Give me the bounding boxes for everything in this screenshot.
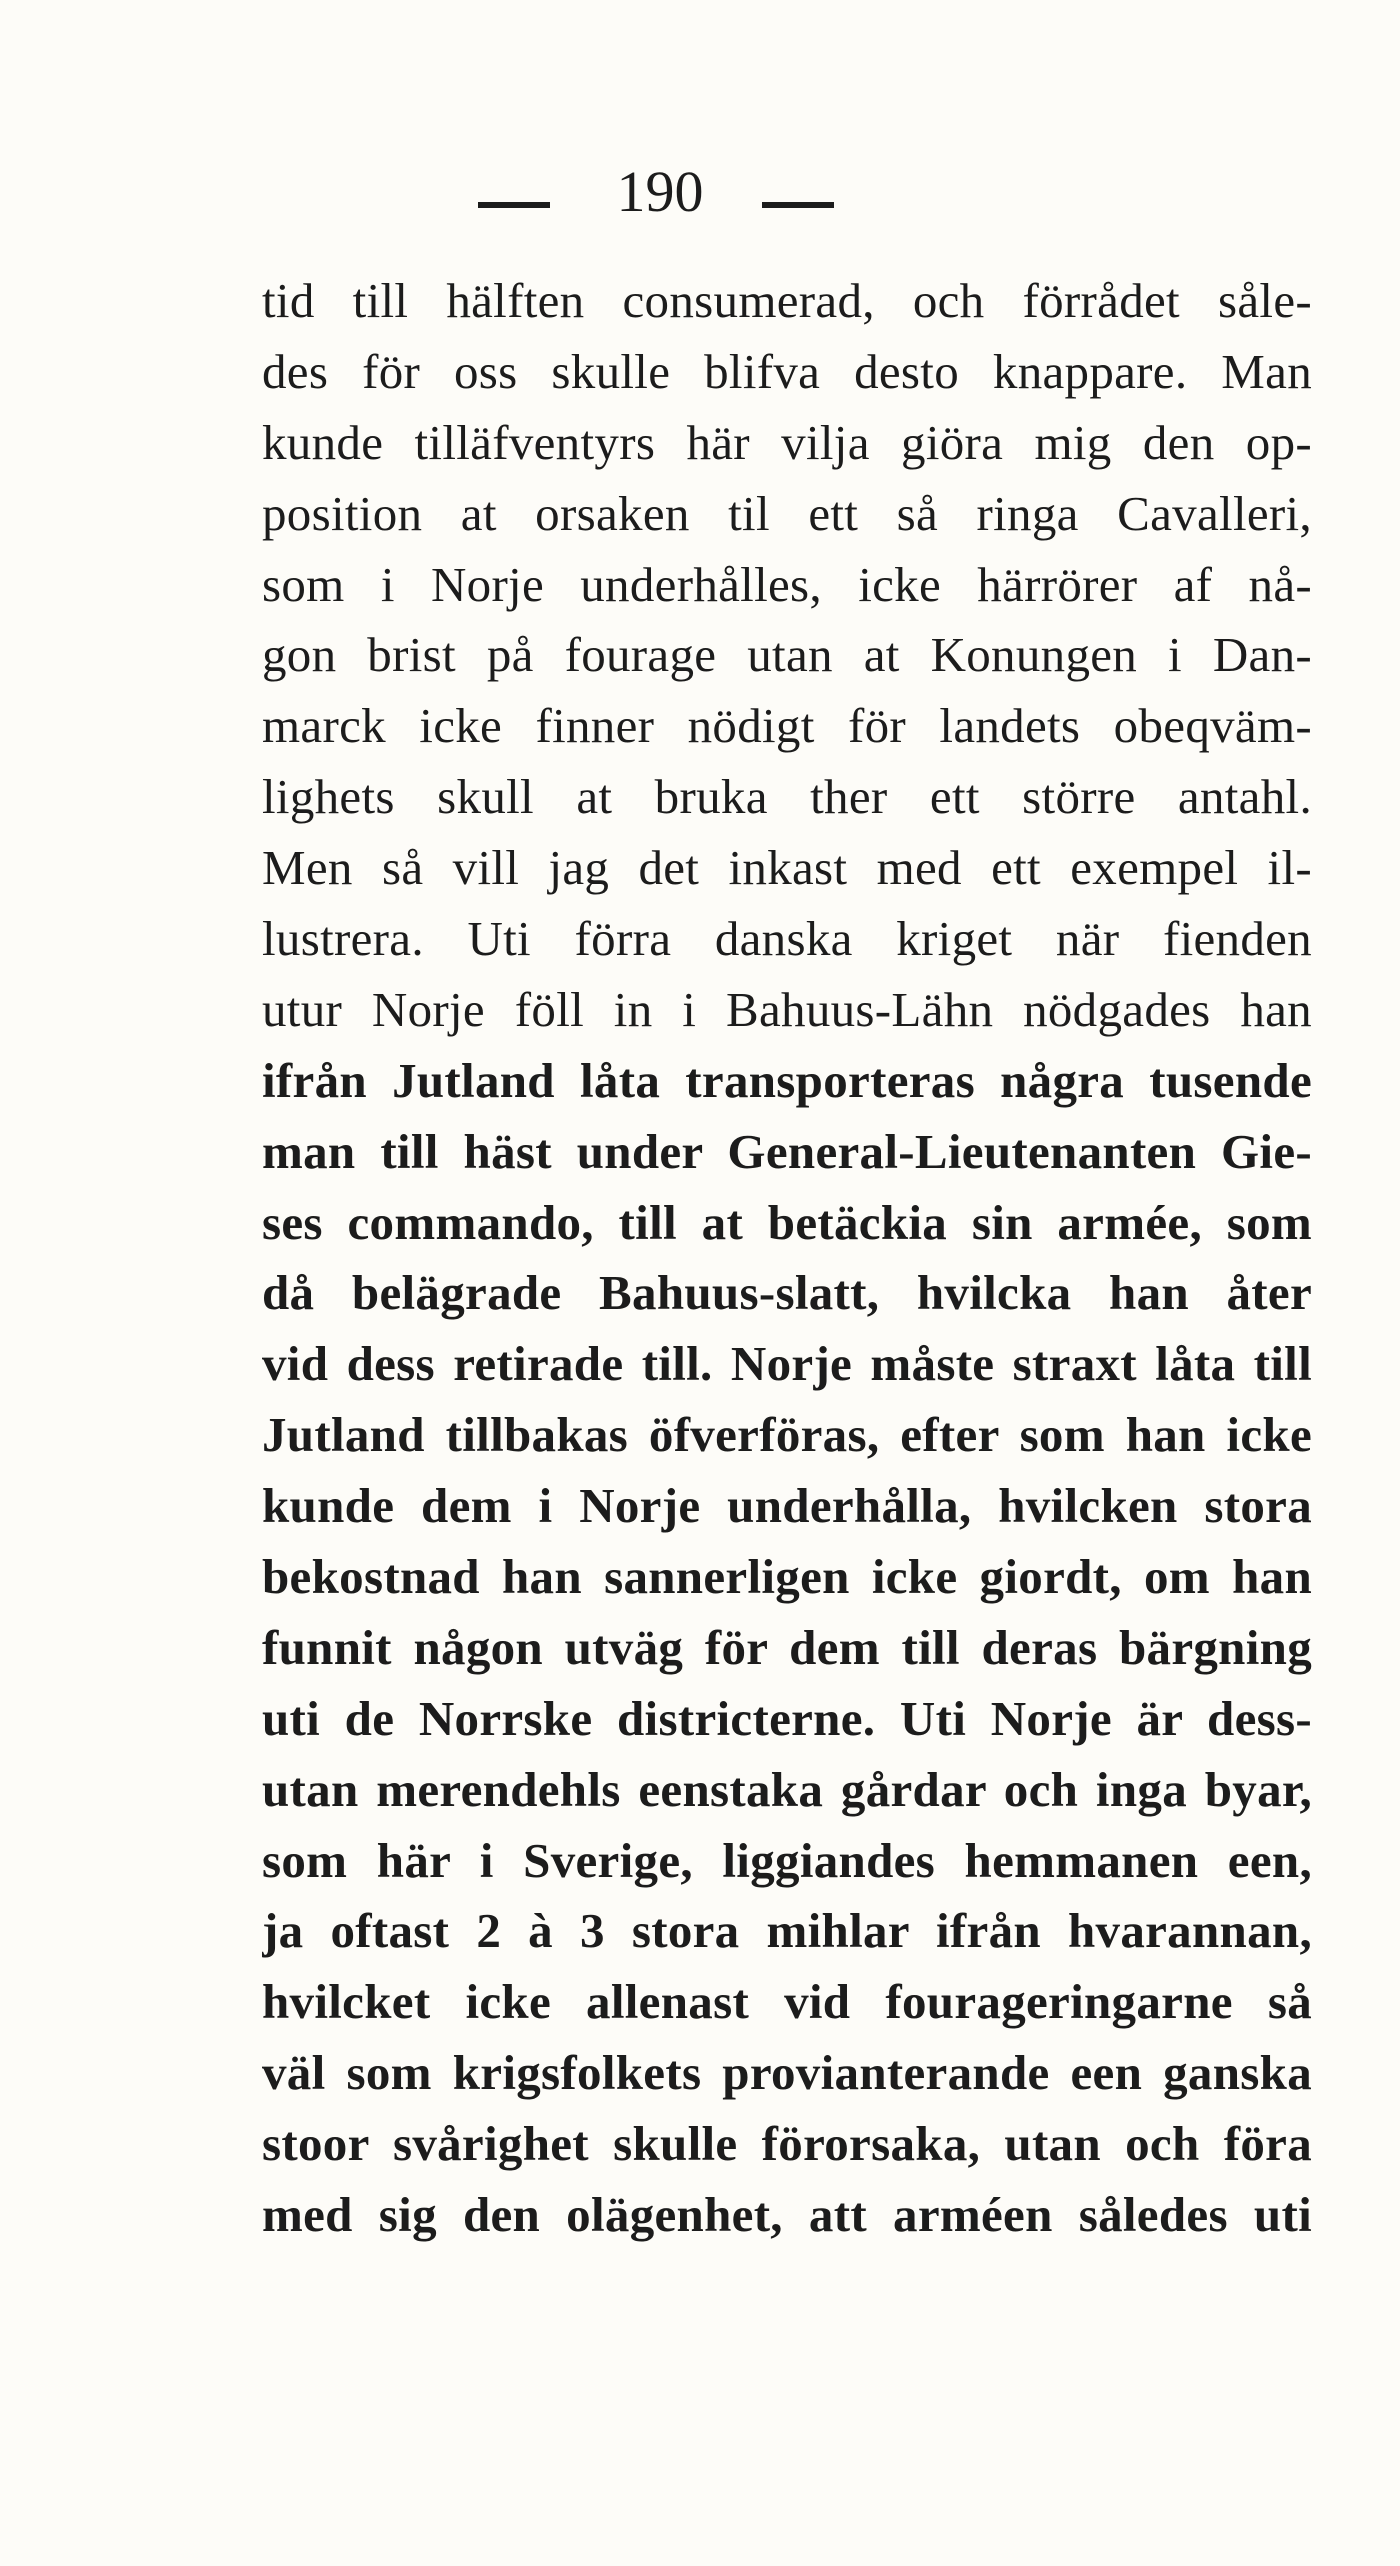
text-line: lighets skull at bruka ther ett större antahl. xyxy=(262,769,1312,825)
text-line: gon brist på fourage utan at Konungen i Dan- xyxy=(262,627,1312,683)
text-line: ifrån Jutland låta transporteras några tusende xyxy=(262,1052,1312,1108)
text-line: marck icke finner nödigt för landets obeqväm- xyxy=(262,698,1312,754)
text-line: kunde tilläfventyrs här vilja giöra mig den op- xyxy=(262,414,1312,470)
text-line: stoor svårighet skulle förorsaka, utan och föra xyxy=(262,2116,1312,2172)
page-header xyxy=(0,152,1400,232)
text-line: som här i Sverige, liggiandes hemmanen een, xyxy=(262,1832,1312,1888)
text-line: tid till hälften consumerad, och förrådet såle- xyxy=(262,273,1312,328)
text-line: utan merendehls eenstaka gårdar och inga byar, xyxy=(262,1761,1312,1817)
header-dash-right xyxy=(762,202,834,208)
text-line: vid dess retirade till. Norje måste straxt låta till xyxy=(262,1336,1312,1392)
body-text xyxy=(262,266,1312,2251)
text-line: ja oftast 2 à 3 stora mihlar ifrån hvarannan, xyxy=(262,1903,1312,1959)
text-line: med sig den olägenhet, att arméen således uti xyxy=(262,2187,1312,2243)
text-line: position at orsaken til ett så ringa Cavalleri, xyxy=(262,485,1312,541)
text-line: des för oss skulle blifva desto knappare. Man xyxy=(262,343,1312,399)
text-line: väl som krigsfolkets provianterande een ganska xyxy=(262,2045,1312,2101)
text-line: uti de Norrske districterne. Uti Norje är dess- xyxy=(262,1690,1312,1746)
text-line: utur Norje föll in i Bahuus-Lähn nödgades han xyxy=(262,981,1312,1037)
text-line: hvilcket icke allenast vid fourageringarne så xyxy=(262,1974,1312,2030)
text-line: man till häst under General-Lieutenanten Gie- xyxy=(262,1123,1312,1179)
text-line: då belägrade Bahuus-slatt, hvilcka han åter xyxy=(262,1265,1312,1321)
text-line: bekostnad han sannerligen icke giordt, om han xyxy=(262,1549,1312,1605)
text-line: som i Norje underhålles, icke härrörer af nå- xyxy=(262,556,1312,612)
text-line: Men så vill jag det inkast med ett exempel il- xyxy=(262,840,1312,896)
text-line: ses commando, till at betäckia sin armée, som xyxy=(262,1194,1312,1250)
page-number: 190 xyxy=(616,159,704,224)
header-dash-left xyxy=(478,202,550,208)
text-line: funnit någon utväg för dem till deras bärgning xyxy=(262,1619,1312,1675)
text-line: lustrera. Uti förra danska kriget när fienden xyxy=(262,911,1312,967)
text-line: kunde dem i Norje underhålla, hvilcken stora xyxy=(262,1478,1312,1534)
text-line: Jutland tillbakas öfverföras, efter som han icke xyxy=(262,1407,1312,1463)
